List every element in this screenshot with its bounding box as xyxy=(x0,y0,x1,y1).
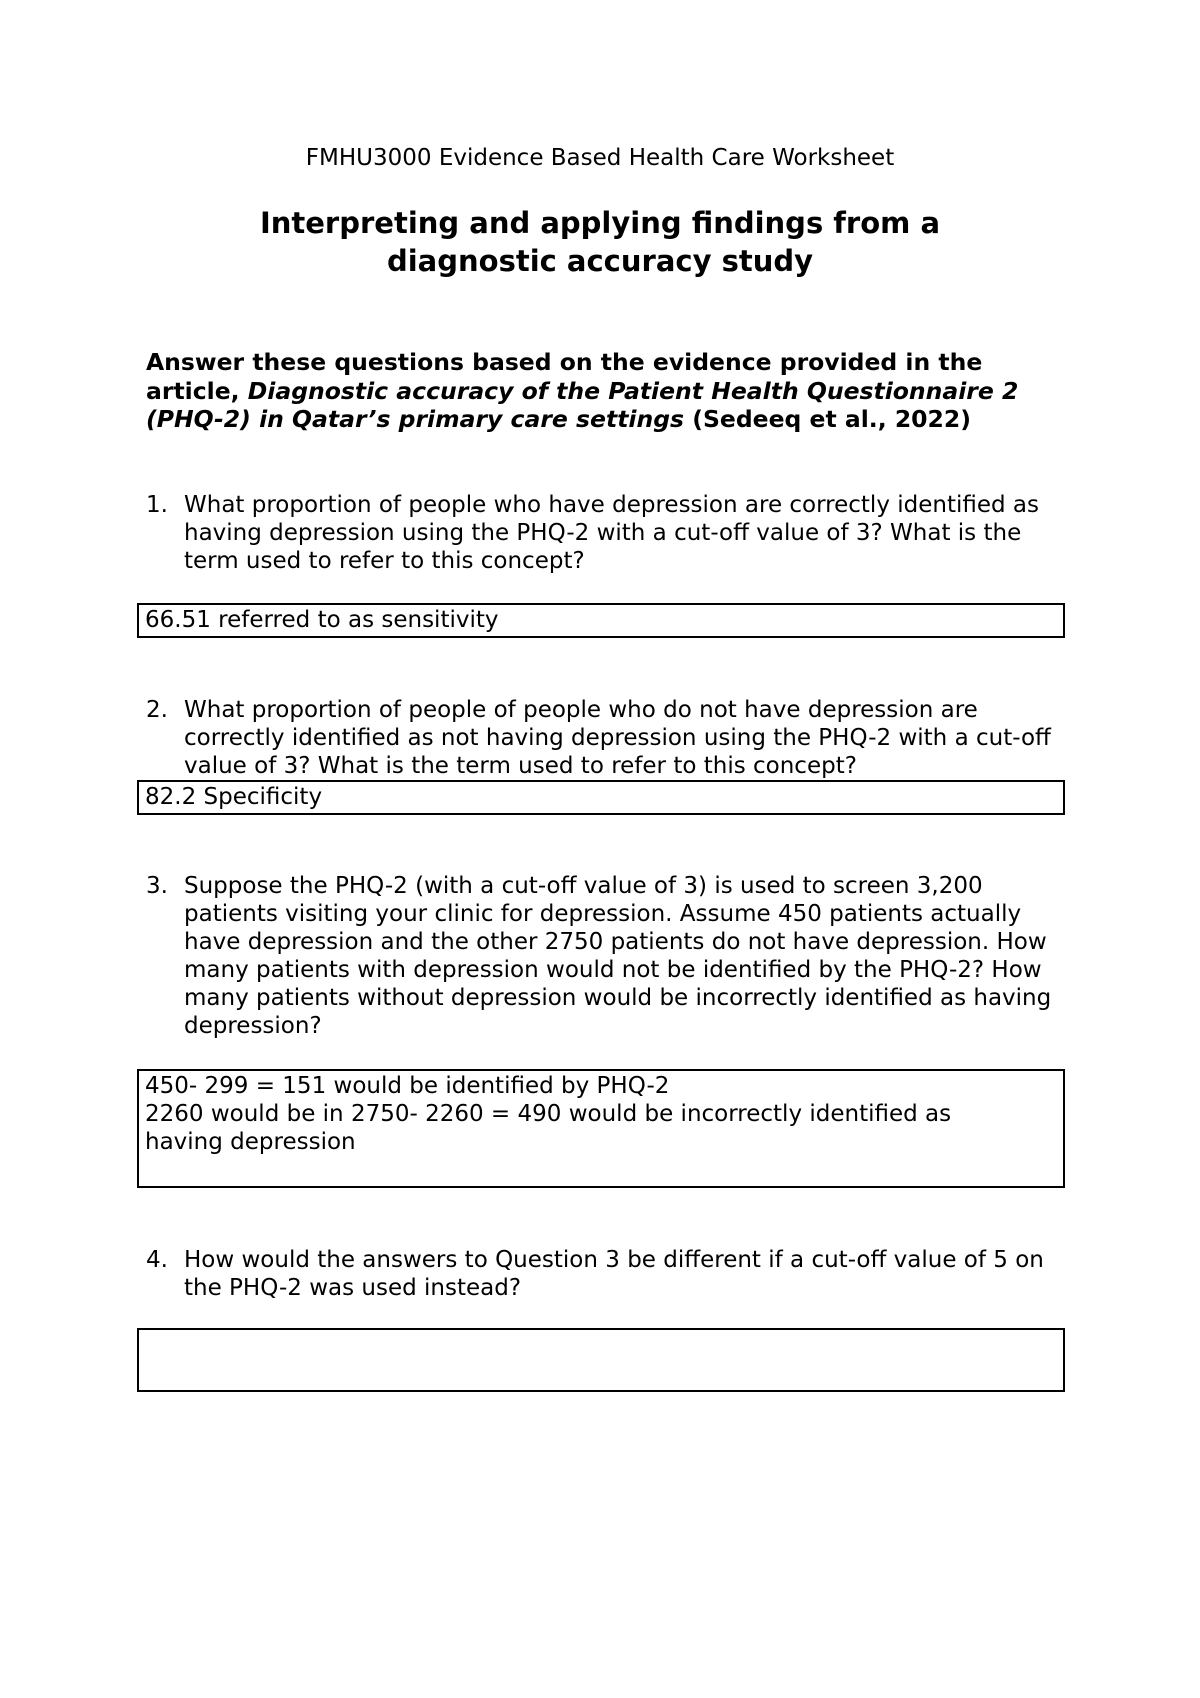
question-2 xyxy=(146,696,1076,780)
question-3-number: 3. xyxy=(146,873,168,899)
answer-box-3[interactable] xyxy=(137,1069,1065,1188)
course-title: FMHU3000 Evidence Based Health Care Worksheet xyxy=(305,145,895,171)
question-4-text: How would the answers to Question 3 be different if a cut-off value of 5 on the PHQ-2 was used instead? xyxy=(184,1247,1044,1301)
question-1-number: 1. xyxy=(146,492,168,518)
answer-3-line-3: having depression xyxy=(145,1129,356,1155)
question-2-number: 2. xyxy=(146,697,168,723)
page-title-line-2: diagnostic accuracy study xyxy=(386,244,814,278)
page-title xyxy=(150,204,1050,280)
answer-box-1[interactable] xyxy=(137,603,1065,638)
answer-box-2[interactable] xyxy=(137,780,1065,815)
question-1 xyxy=(146,491,1076,575)
page-title-line-1: Interpreting and applying findings from a xyxy=(259,206,941,240)
question-2-text: What proportion of people of people who do not have depression are correctly identified as not having depression using the PHQ-2 with a cut-off value of 3? What is the term used to refer to this concept? xyxy=(184,697,1051,779)
question-1-text: What proportion of people who have depression are correctly identified as having depression using the PHQ-2 with a cut-off value of 3? What is the term used to refer to this concept? xyxy=(184,492,1039,574)
answer-box-4[interactable] xyxy=(137,1328,1065,1392)
answer-2-line-1: 82.2 Specificity xyxy=(145,784,323,810)
instructions xyxy=(146,348,1076,434)
question-3-text: Suppose the PHQ-2 (with a cut-off value of 3) is used to screen 3,200 patients visiting your clinic for depression. Assume 450 patients actually have depression and the other 2750 patients do not have depression. How many patients with depression would not be identified by the PHQ-2? How many patients without depression would be incorrectly identified as having depression? xyxy=(184,873,1052,1039)
question-4-number: 4. xyxy=(146,1247,168,1273)
answer-1-line-1: 66.51 referred to as sensitivity xyxy=(145,607,499,633)
answer-3-line-1: 450- 299 = 151 would be identified by PHQ-2 xyxy=(145,1073,670,1099)
question-3 xyxy=(146,872,1076,1040)
instructions-prefix: Answer these questions based on the evidence provided in the article, xyxy=(146,348,983,405)
article-citation: (Sedeeq et al., 2022) xyxy=(684,405,971,433)
article-title: Diagnostic accuracy of the Patient Health Questionnaire 2 (PHQ-2) in Qatar’s primary care settings xyxy=(146,376,1019,433)
answer-3-line-2: 2260 would be in 2750- 2260 = 490 would be incorrectly identified as xyxy=(145,1101,952,1127)
question-4 xyxy=(146,1246,1076,1302)
